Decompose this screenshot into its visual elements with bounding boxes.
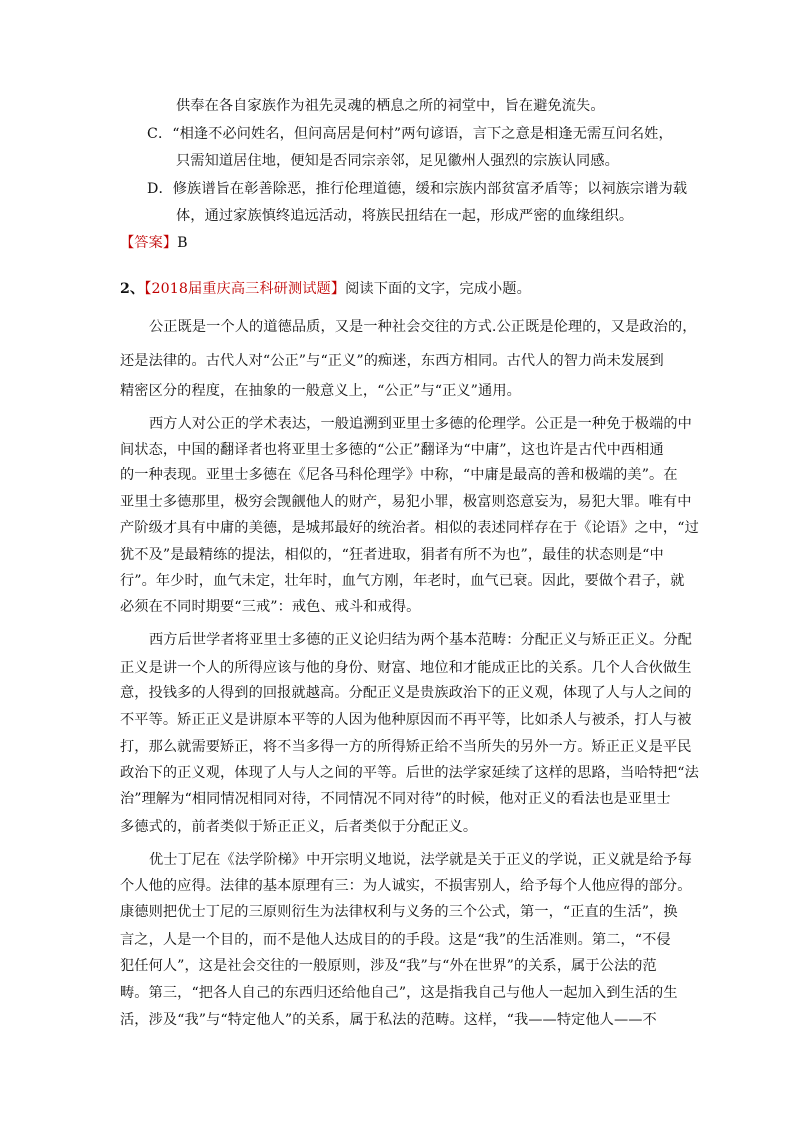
passage-line: 康德则把优士丁尼的三原则衍生为法律权利与义务的三个公式，第一，“正直的生活”，换: [120, 904, 678, 920]
option-d-line-1: D．修族谱旨在彰善除恶，推行伦理道德，缓和宗族内部贫富矛盾等；以祠族宗谱为载: [147, 181, 688, 197]
question-number: 2、: [120, 281, 145, 297]
option-b-continuation: 供奉在各自家族作为祖先灵魂的栖息之所的祠堂中，旨在避免流失。: [176, 98, 605, 114]
passage-line: 亚里士多德那里，极穷会觊觎他人的财产，易犯小罪，极富则恣意妄为，易犯大罪。唯有中: [120, 494, 692, 510]
passage-line: 犯任何人”，这是社会交往的一般原则，涉及“我”与“外在世界”的关系，属于公法的范: [120, 958, 657, 974]
passage-line: 意，投钱多的人得到的回报就越高。分配正义是贵族政治下的正义观，体现了人与人之间的: [120, 685, 692, 701]
passage-line: 西方后世学者将亚里士多德的正义论归结为两个基本范畴：分配正义与矫正正义。分配: [149, 632, 692, 648]
passage-line: 间状态，中国的翻译者也将亚里士多德的“公正”翻译为“中庸”，这也许是古代中西相通: [120, 442, 664, 458]
question-2-header: [120, 280, 531, 298]
passage-line: 政治下的正义观，体现了人与人之间的平等。后世的法学家延续了这样的思路，当哈特把“法: [120, 765, 699, 781]
passage-line: 打，那么就需要矫正，将不当多得一方的所得矫正给不当所失的另外一方。矫正正义是平民: [120, 739, 692, 755]
passage-line: 产阶级才具有中庸的美德，是城邦最好的统治者。相似的表述同样存在于《论语》之中，“过: [120, 520, 699, 536]
passage-line: 必须在不同时期要“三戒”：戒色、戒斗和戒得。: [120, 599, 421, 615]
passage-line: 正义是讲一个人的所得应该与他的身份、财富、地位和才能成正比的关系。几个人合伙做生: [120, 660, 692, 676]
passage-line: 犹不及”是最精练的提法，相似的，“狂者进取，狷者有所不为也”，最佳的状态则是“中: [120, 547, 664, 563]
question-instruction: 阅读下面的文字，完成小题。: [345, 281, 531, 297]
answer-value: B: [177, 235, 188, 251]
question-source: 【2018届重庆高三科研测试题】: [144, 281, 346, 297]
passage-line: 言之，人是一个目的，而不是他人达成目的的手段。这是“我”的生活准则。第二，“不侵: [120, 932, 671, 948]
option-c-line-1: C．“相逢不必问姓名，但问高居是何村”两句谚语，言下之意是相逢无需互问名姓，: [147, 126, 673, 142]
passage-line: 还是法律的。古代人对“公正”与“正义”的痴迷，东西方相同。古代人的智力尚未发展到: [120, 353, 664, 369]
passage-line: 活，涉及“我”与“特定他人”的关系，属于私法的范畴。这样，“我——特定他人——不: [120, 1012, 657, 1028]
passage-line: 的一种表现。亚里士多德在《尼各马科伦理学》中称，“中庸是最高的善和极端的美”。在: [120, 467, 678, 483]
passage-line: 公正既是一个人的道德品质，又是一种社会交往的方式.公正既是伦理的，又是政治的，: [149, 319, 697, 335]
option-c-line-2: 只需知道居住地，便知是否同宗亲邻，足见徽州人强烈的宗族认同感。: [176, 153, 619, 169]
passage-line: 西方人对公正的学术表达，一般追溯到亚里士多德的伦理学。公正是一种免于极端的中: [149, 416, 692, 432]
passage-line: 畴。第三，“把各人自己的东西归还给他自己”，这是指我自己与他人一起加入到生活的生: [120, 985, 678, 1001]
passage-line: 不平等。矫正正义是讲原本平等的人因为他种原因而不再平等，比如杀人与被杀，打人与被: [120, 712, 692, 728]
passage-line: 治”理解为“相同情况相同对待，不同情况不同对待”的时候，他对正义的看法也是亚里士: [120, 791, 671, 807]
passage-line: 个人他的应得。法律的基本原理有三：为人诚实，不损害别人，给予每个人他应得的部分。: [120, 878, 692, 894]
passage-line: 多德式的，前者类似于矫正正义，后者类似于分配正义。: [120, 819, 478, 835]
answer-line: [120, 234, 188, 252]
passage-line: 精密区分的程度，在抽象的一般意义上，“公正”与“正义”通用。: [120, 383, 521, 399]
passage-line: 优士丁尼在《法学阶梯》中开宗明义地说，法学就是关于正义的学说，正义就是给予每: [149, 852, 692, 868]
answer-label: 【答案】: [120, 235, 178, 251]
option-d-line-2: 体，通过家族慎终追远活动，将族民扭结在一起，形成严密的血缘组织。: [176, 208, 634, 224]
passage-line: 行”。年少时，血气未定，壮年时，血气方刚，年老时，血气已衰。因此，要做个君子，就: [120, 573, 685, 589]
